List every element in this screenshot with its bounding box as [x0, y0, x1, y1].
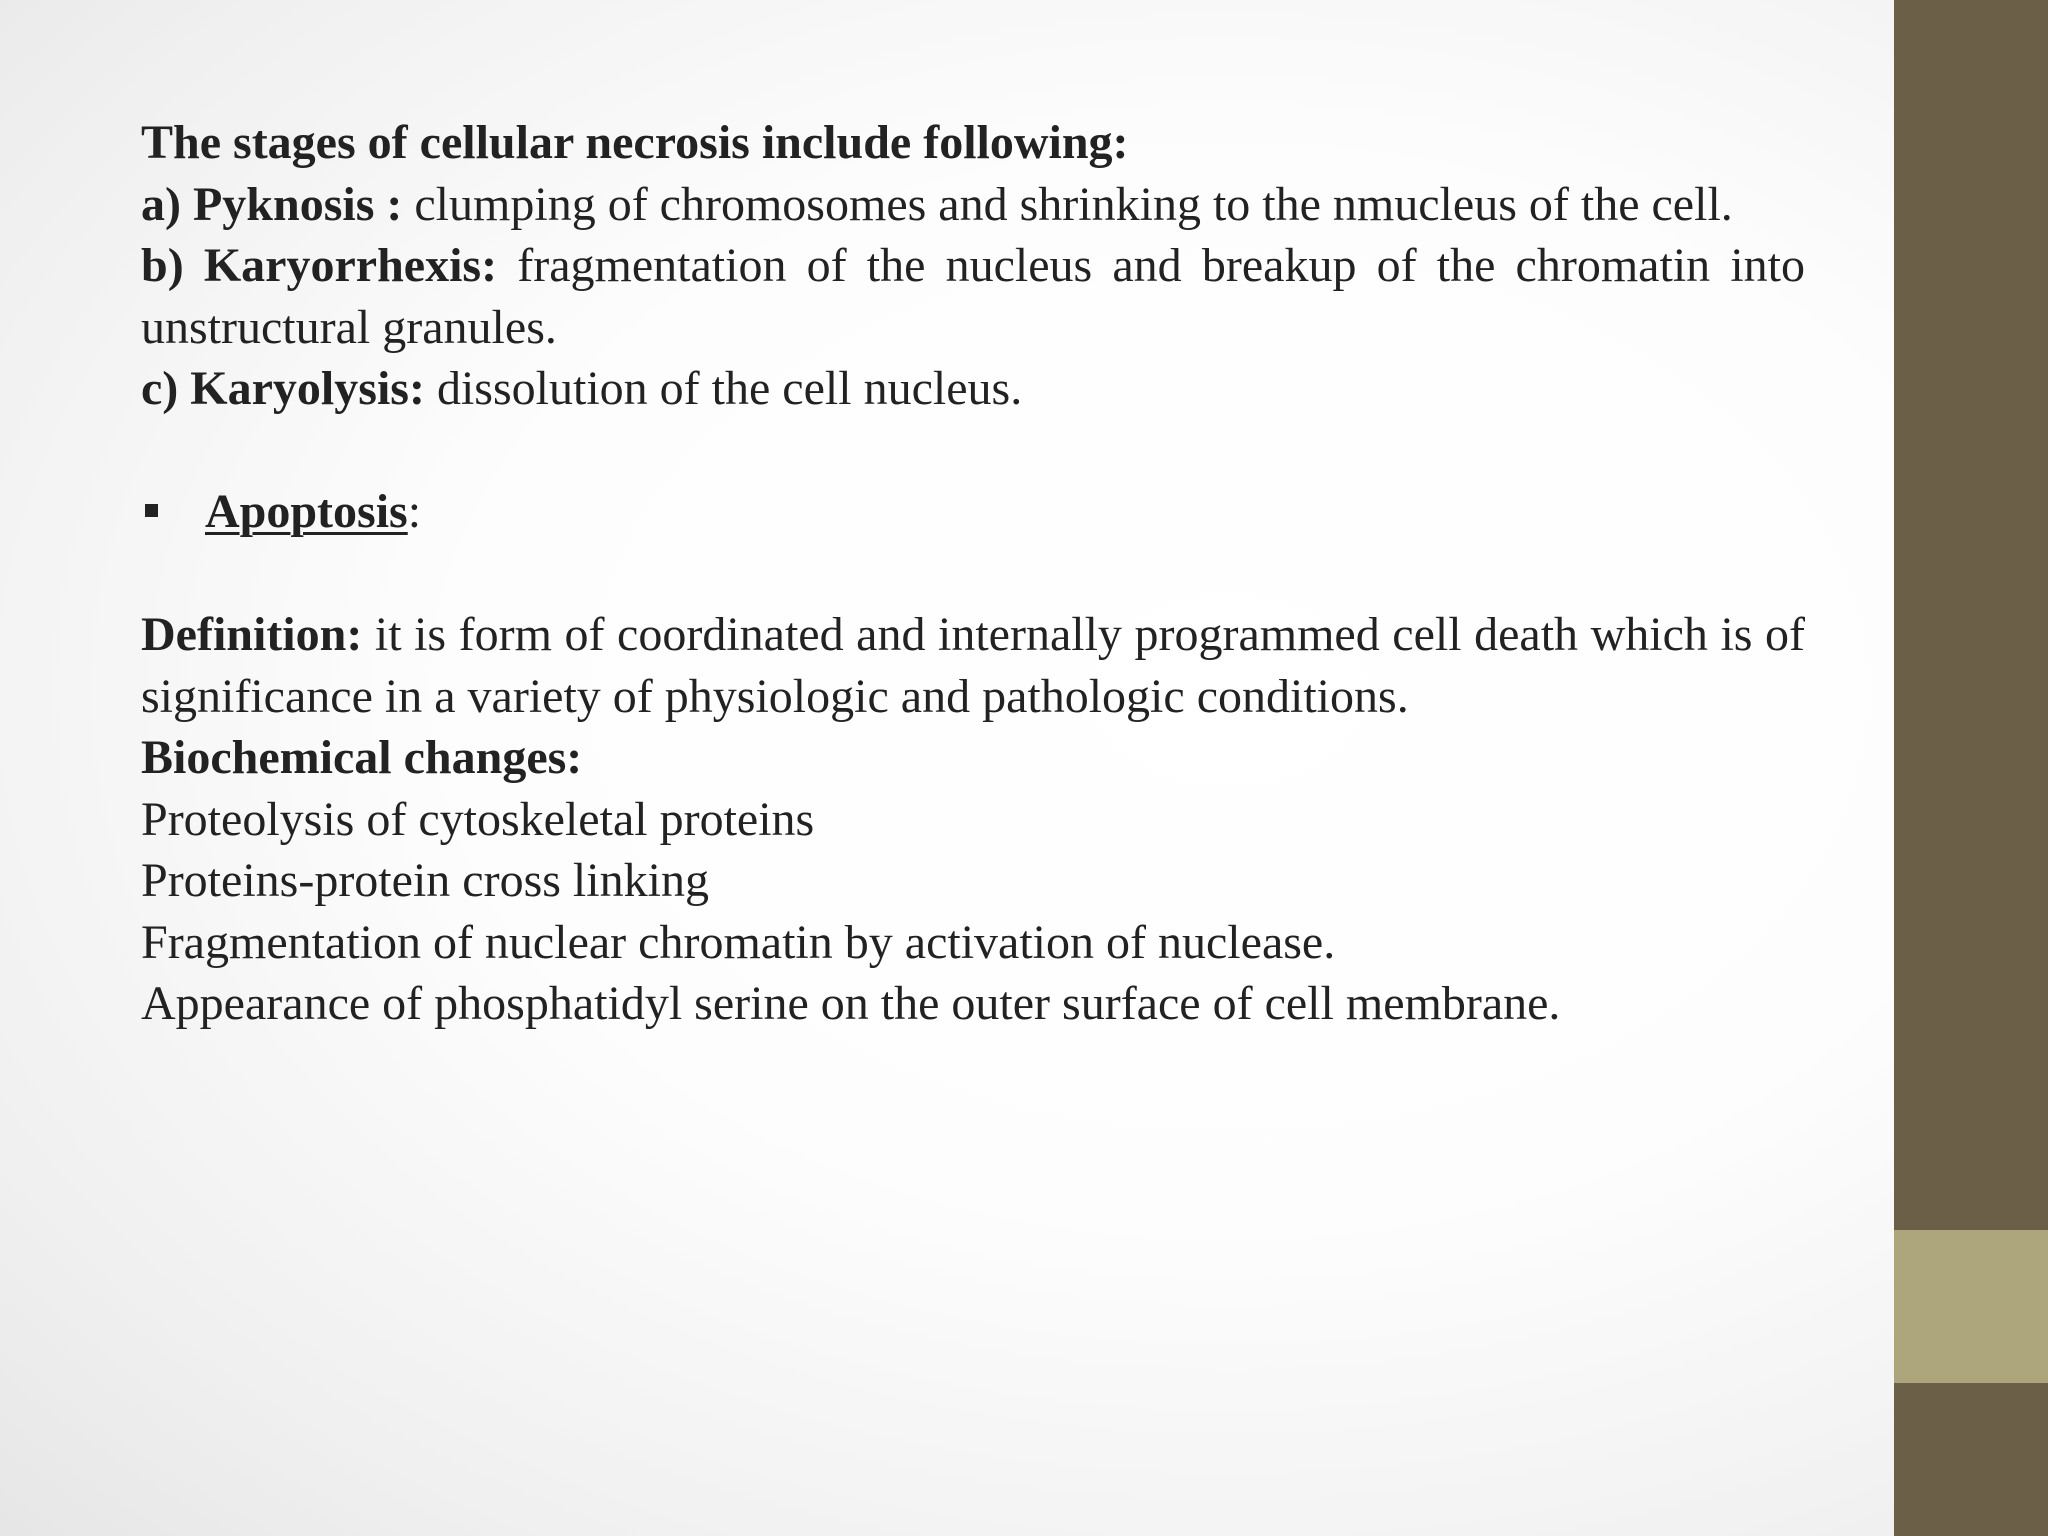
square-bullet-icon — [145, 504, 158, 517]
biochemical-heading: Biochemical changes: — [141, 731, 583, 784]
apoptosis-title-suffix: : — [407, 485, 422, 538]
necrosis-heading: The stages of cellular necrosis include following: — [141, 116, 1129, 169]
necrosis-stage-pyknosis — [141, 174, 1805, 236]
apoptosis-definition — [141, 604, 1805, 727]
stage-label: c) Karyolysis: — [141, 362, 425, 415]
stage-text: fragmentation of the nucleus and breakup of the chromatin into unstructural granules. — [141, 239, 1805, 354]
biochemical-item: Fragmentation of nuclear chromatin by activation of nuclease. — [141, 915, 1336, 969]
biochemical-item: Appearance of phosphatidyl serine on the outer surface of cell membrane. — [141, 977, 1561, 1030]
biochemical-item: Proteolysis of cytoskeletal proteins — [141, 792, 815, 846]
biochemical-item: Proteins-protein cross linking — [141, 854, 709, 907]
spacer — [141, 420, 1805, 482]
stage-text: clumping of chromosomes and shrinking to the nmucleus of the cell. — [402, 177, 1733, 231]
slide-side-bar-accent — [1894, 1230, 2048, 1383]
definition-label: Definition: — [141, 608, 363, 661]
stage-label: a) Pyknosis : — [141, 177, 403, 231]
stage-text: dissolution of the cell nucleus. — [424, 362, 1023, 415]
apoptosis-title: Apoptosis — [205, 485, 408, 538]
necrosis-stage-karyorrhexis — [141, 235, 1805, 358]
apoptosis-bullet — [141, 481, 1805, 543]
spacer — [141, 543, 1805, 605]
stage-label: b) Karyorrhexis: — [141, 239, 498, 292]
definition-text: it is form of coordinated and internally programmed cell death which is of significance in a variety of physiologic and pathologic conditions. — [141, 608, 1805, 723]
necrosis-stage-karyolysis — [141, 358, 1805, 420]
slide-content — [141, 112, 1805, 1035]
